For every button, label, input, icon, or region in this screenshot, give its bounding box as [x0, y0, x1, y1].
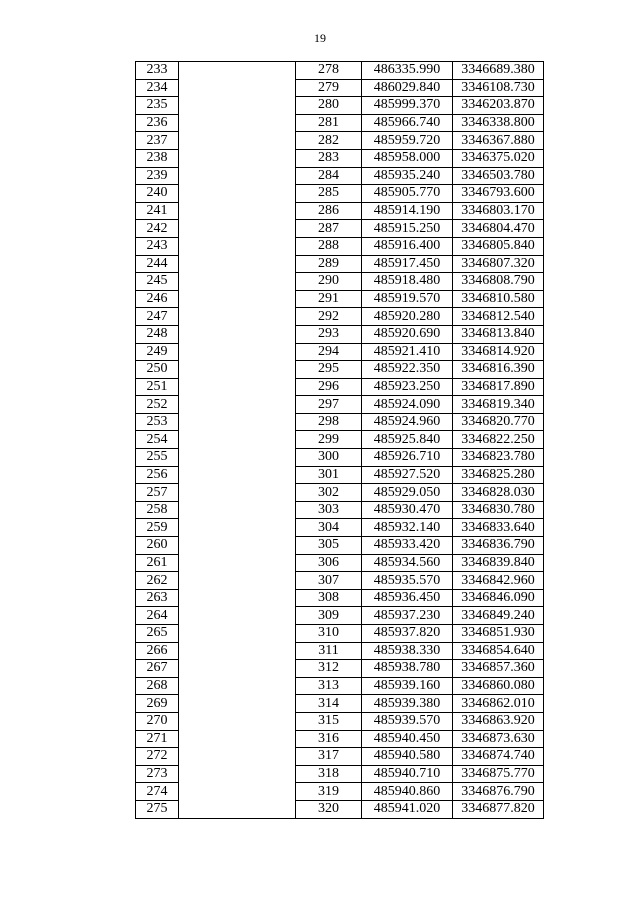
y-coordinate-cell: 3346862.010 — [453, 695, 544, 713]
blank-cell — [179, 361, 296, 379]
row-index-cell: 238 — [136, 149, 179, 167]
row-index-cell: 271 — [136, 730, 179, 748]
row-index-cell: 263 — [136, 589, 179, 607]
row-index-cell: 272 — [136, 748, 179, 766]
blank-cell — [179, 800, 296, 818]
blank-cell — [179, 765, 296, 783]
point-number-cell: 296 — [296, 378, 362, 396]
y-coordinate-cell: 3346849.240 — [453, 607, 544, 625]
row-index-cell: 258 — [136, 501, 179, 519]
point-number-cell: 284 — [296, 167, 362, 185]
y-coordinate-cell: 3346805.840 — [453, 237, 544, 255]
y-coordinate-cell: 3346812.540 — [453, 308, 544, 326]
y-coordinate-cell: 3346108.730 — [453, 79, 544, 97]
row-index-cell: 273 — [136, 765, 179, 783]
y-coordinate-cell: 3346822.250 — [453, 431, 544, 449]
y-coordinate-cell: 3346820.770 — [453, 413, 544, 431]
x-coordinate-cell: 485940.450 — [362, 730, 453, 748]
x-coordinate-cell: 485932.140 — [362, 519, 453, 537]
x-coordinate-cell: 485920.280 — [362, 308, 453, 326]
blank-cell — [179, 589, 296, 607]
row-index-cell: 246 — [136, 290, 179, 308]
blank-cell — [179, 431, 296, 449]
point-number-cell: 311 — [296, 642, 362, 660]
y-coordinate-cell: 3346825.280 — [453, 466, 544, 484]
x-coordinate-cell: 485922.350 — [362, 361, 453, 379]
x-coordinate-cell: 485936.450 — [362, 589, 453, 607]
y-coordinate-cell: 3346875.770 — [453, 765, 544, 783]
table-row — [136, 572, 544, 590]
table-row — [136, 712, 544, 730]
blank-cell — [179, 695, 296, 713]
x-coordinate-cell: 485924.960 — [362, 413, 453, 431]
x-coordinate-cell: 485958.000 — [362, 149, 453, 167]
table-row — [136, 202, 544, 220]
x-coordinate-cell: 485999.370 — [362, 97, 453, 115]
point-number-cell: 319 — [296, 783, 362, 801]
row-index-cell: 253 — [136, 413, 179, 431]
point-number-cell: 295 — [296, 361, 362, 379]
blank-cell — [179, 625, 296, 643]
point-number-cell: 312 — [296, 660, 362, 678]
blank-cell — [179, 607, 296, 625]
point-number-cell: 305 — [296, 537, 362, 555]
row-index-cell: 249 — [136, 343, 179, 361]
point-number-cell: 306 — [296, 554, 362, 572]
table-row — [136, 132, 544, 150]
y-coordinate-cell: 3346823.780 — [453, 449, 544, 467]
table-row — [136, 501, 544, 519]
x-coordinate-cell: 485938.330 — [362, 642, 453, 660]
row-index-cell: 256 — [136, 466, 179, 484]
table-row — [136, 783, 544, 801]
x-coordinate-cell: 485917.450 — [362, 255, 453, 273]
point-number-cell: 293 — [296, 325, 362, 343]
y-coordinate-cell: 3346367.880 — [453, 132, 544, 150]
row-index-cell: 275 — [136, 800, 179, 818]
x-coordinate-cell: 485935.240 — [362, 167, 453, 185]
x-coordinate-cell: 485919.570 — [362, 290, 453, 308]
table-row — [136, 220, 544, 238]
x-coordinate-cell: 485921.410 — [362, 343, 453, 361]
y-coordinate-cell: 3346846.090 — [453, 589, 544, 607]
x-coordinate-cell: 485940.710 — [362, 765, 453, 783]
y-coordinate-cell: 3346833.640 — [453, 519, 544, 537]
row-index-cell: 265 — [136, 625, 179, 643]
blank-cell — [179, 290, 296, 308]
x-coordinate-cell: 485929.050 — [362, 484, 453, 502]
blank-cell — [179, 484, 296, 502]
point-number-cell: 288 — [296, 237, 362, 255]
row-index-cell: 244 — [136, 255, 179, 273]
point-number-cell: 299 — [296, 431, 362, 449]
point-number-cell: 316 — [296, 730, 362, 748]
row-index-cell: 237 — [136, 132, 179, 150]
blank-cell — [179, 132, 296, 150]
x-coordinate-cell: 485940.580 — [362, 748, 453, 766]
table-row — [136, 748, 544, 766]
row-index-cell: 234 — [136, 79, 179, 97]
table-row — [136, 484, 544, 502]
table-row — [136, 660, 544, 678]
row-index-cell: 266 — [136, 642, 179, 660]
row-index-cell: 236 — [136, 114, 179, 132]
point-number-cell: 290 — [296, 273, 362, 291]
y-coordinate-cell: 3346793.600 — [453, 185, 544, 203]
row-index-cell: 274 — [136, 783, 179, 801]
point-number-cell: 282 — [296, 132, 362, 150]
point-number-cell: 307 — [296, 572, 362, 590]
x-coordinate-cell: 485939.380 — [362, 695, 453, 713]
x-coordinate-cell: 485924.090 — [362, 396, 453, 414]
y-coordinate-cell: 3346338.800 — [453, 114, 544, 132]
row-index-cell: 248 — [136, 325, 179, 343]
blank-cell — [179, 378, 296, 396]
blank-cell — [179, 325, 296, 343]
blank-cell — [179, 255, 296, 273]
table-row — [136, 695, 544, 713]
row-index-cell: 267 — [136, 660, 179, 678]
blank-cell — [179, 730, 296, 748]
coordinates-table-body — [136, 62, 544, 819]
table-row — [136, 625, 544, 643]
row-index-cell: 241 — [136, 202, 179, 220]
row-index-cell: 240 — [136, 185, 179, 203]
table-row — [136, 800, 544, 818]
blank-cell — [179, 519, 296, 537]
x-coordinate-cell: 485914.190 — [362, 202, 453, 220]
point-number-cell: 304 — [296, 519, 362, 537]
row-index-cell: 235 — [136, 97, 179, 115]
blank-cell — [179, 79, 296, 97]
table-row — [136, 396, 544, 414]
blank-cell — [179, 554, 296, 572]
blank-cell — [179, 642, 296, 660]
blank-cell — [179, 185, 296, 203]
row-index-cell: 261 — [136, 554, 179, 572]
table-row — [136, 114, 544, 132]
point-number-cell: 313 — [296, 677, 362, 695]
y-coordinate-cell: 3346816.390 — [453, 361, 544, 379]
y-coordinate-cell: 3346876.790 — [453, 783, 544, 801]
blank-cell — [179, 167, 296, 185]
table-row — [136, 765, 544, 783]
row-index-cell: 262 — [136, 572, 179, 590]
table-row — [136, 290, 544, 308]
row-index-cell: 259 — [136, 519, 179, 537]
row-index-cell: 268 — [136, 677, 179, 695]
table-row — [136, 607, 544, 625]
y-coordinate-cell: 3346503.780 — [453, 167, 544, 185]
table-row — [136, 97, 544, 115]
x-coordinate-cell: 485940.860 — [362, 783, 453, 801]
table-row — [136, 62, 544, 80]
y-coordinate-cell: 3346375.020 — [453, 149, 544, 167]
blank-cell — [179, 97, 296, 115]
blank-cell — [179, 660, 296, 678]
blank-cell — [179, 748, 296, 766]
point-number-cell: 279 — [296, 79, 362, 97]
y-coordinate-cell: 3346873.630 — [453, 730, 544, 748]
blank-cell — [179, 449, 296, 467]
y-coordinate-cell: 3346810.580 — [453, 290, 544, 308]
point-number-cell: 278 — [296, 62, 362, 80]
point-number-cell: 317 — [296, 748, 362, 766]
x-coordinate-cell: 485938.780 — [362, 660, 453, 678]
blank-cell — [179, 783, 296, 801]
point-number-cell: 297 — [296, 396, 362, 414]
table-row — [136, 79, 544, 97]
y-coordinate-cell: 3346877.820 — [453, 800, 544, 818]
table-row — [136, 519, 544, 537]
x-coordinate-cell: 485916.400 — [362, 237, 453, 255]
table-row — [136, 308, 544, 326]
row-index-cell: 250 — [136, 361, 179, 379]
row-index-cell: 260 — [136, 537, 179, 555]
point-number-cell: 315 — [296, 712, 362, 730]
point-number-cell: 320 — [296, 800, 362, 818]
y-coordinate-cell: 3346817.890 — [453, 378, 544, 396]
table-row — [136, 149, 544, 167]
blank-cell — [179, 220, 296, 238]
row-index-cell: 239 — [136, 167, 179, 185]
point-number-cell: 298 — [296, 413, 362, 431]
blank-cell — [179, 343, 296, 361]
y-coordinate-cell: 3346863.920 — [453, 712, 544, 730]
row-index-cell: 255 — [136, 449, 179, 467]
blank-cell — [179, 202, 296, 220]
x-coordinate-cell: 485905.770 — [362, 185, 453, 203]
blank-cell — [179, 413, 296, 431]
y-coordinate-cell: 3346803.170 — [453, 202, 544, 220]
x-coordinate-cell: 485939.570 — [362, 712, 453, 730]
x-coordinate-cell: 485939.160 — [362, 677, 453, 695]
point-number-cell: 283 — [296, 149, 362, 167]
point-number-cell: 318 — [296, 765, 362, 783]
y-coordinate-cell: 3346851.930 — [453, 625, 544, 643]
point-number-cell: 301 — [296, 466, 362, 484]
x-coordinate-cell: 485935.570 — [362, 572, 453, 590]
point-number-cell: 294 — [296, 343, 362, 361]
row-index-cell: 251 — [136, 378, 179, 396]
point-number-cell: 280 — [296, 97, 362, 115]
y-coordinate-cell: 3346814.920 — [453, 343, 544, 361]
table-row — [136, 237, 544, 255]
point-number-cell: 285 — [296, 185, 362, 203]
row-index-cell: 264 — [136, 607, 179, 625]
table-row — [136, 167, 544, 185]
blank-cell — [179, 677, 296, 695]
y-coordinate-cell: 3346819.340 — [453, 396, 544, 414]
y-coordinate-cell: 3346830.780 — [453, 501, 544, 519]
x-coordinate-cell: 486029.840 — [362, 79, 453, 97]
point-number-cell: 300 — [296, 449, 362, 467]
point-number-cell: 292 — [296, 308, 362, 326]
blank-cell — [179, 237, 296, 255]
table-row — [136, 413, 544, 431]
x-coordinate-cell: 485923.250 — [362, 378, 453, 396]
x-coordinate-cell: 485927.520 — [362, 466, 453, 484]
row-index-cell: 269 — [136, 695, 179, 713]
table-row — [136, 554, 544, 572]
point-number-cell: 286 — [296, 202, 362, 220]
blank-cell — [179, 114, 296, 132]
row-index-cell: 243 — [136, 237, 179, 255]
y-coordinate-cell: 3346860.080 — [453, 677, 544, 695]
table-row — [136, 589, 544, 607]
x-coordinate-cell: 485934.560 — [362, 554, 453, 572]
x-coordinate-cell: 485915.250 — [362, 220, 453, 238]
table-row — [136, 466, 544, 484]
row-index-cell: 257 — [136, 484, 179, 502]
x-coordinate-cell: 485941.020 — [362, 800, 453, 818]
y-coordinate-cell: 3346689.380 — [453, 62, 544, 80]
x-coordinate-cell: 485937.230 — [362, 607, 453, 625]
x-coordinate-cell: 485918.480 — [362, 273, 453, 291]
table-row — [136, 431, 544, 449]
y-coordinate-cell: 3346808.790 — [453, 273, 544, 291]
table-row — [136, 255, 544, 273]
point-number-cell: 303 — [296, 501, 362, 519]
y-coordinate-cell: 3346842.960 — [453, 572, 544, 590]
blank-cell — [179, 396, 296, 414]
page-number: 19 — [314, 31, 326, 45]
blank-cell — [179, 501, 296, 519]
x-coordinate-cell: 485959.720 — [362, 132, 453, 150]
y-coordinate-cell: 3346839.840 — [453, 554, 544, 572]
y-coordinate-cell: 3346203.870 — [453, 97, 544, 115]
y-coordinate-cell: 3346807.320 — [453, 255, 544, 273]
blank-cell — [179, 537, 296, 555]
point-number-cell: 308 — [296, 589, 362, 607]
coordinates-table — [135, 61, 544, 819]
blank-cell — [179, 62, 296, 80]
row-index-cell: 247 — [136, 308, 179, 326]
table-row — [136, 537, 544, 555]
blank-cell — [179, 308, 296, 326]
y-coordinate-cell: 3346836.790 — [453, 537, 544, 555]
point-number-cell: 310 — [296, 625, 362, 643]
y-coordinate-cell: 3346854.640 — [453, 642, 544, 660]
x-coordinate-cell: 485926.710 — [362, 449, 453, 467]
blank-cell — [179, 149, 296, 167]
point-number-cell: 287 — [296, 220, 362, 238]
table-row — [136, 730, 544, 748]
y-coordinate-cell: 3346874.740 — [453, 748, 544, 766]
table-row — [136, 642, 544, 660]
x-coordinate-cell: 485920.690 — [362, 325, 453, 343]
table-row — [136, 273, 544, 291]
y-coordinate-cell: 3346828.030 — [453, 484, 544, 502]
x-coordinate-cell: 486335.990 — [362, 62, 453, 80]
x-coordinate-cell: 485930.470 — [362, 501, 453, 519]
point-number-cell: 309 — [296, 607, 362, 625]
x-coordinate-cell: 485925.840 — [362, 431, 453, 449]
blank-cell — [179, 273, 296, 291]
row-index-cell: 254 — [136, 431, 179, 449]
point-number-cell: 289 — [296, 255, 362, 273]
blank-cell — [179, 712, 296, 730]
row-index-cell: 252 — [136, 396, 179, 414]
table-row — [136, 325, 544, 343]
table-row — [136, 677, 544, 695]
blank-cell — [179, 466, 296, 484]
point-number-cell: 302 — [296, 484, 362, 502]
point-number-cell: 291 — [296, 290, 362, 308]
table-row — [136, 343, 544, 361]
y-coordinate-cell: 3346804.470 — [453, 220, 544, 238]
x-coordinate-cell: 485966.740 — [362, 114, 453, 132]
table-row — [136, 361, 544, 379]
row-index-cell: 245 — [136, 273, 179, 291]
table-row — [136, 449, 544, 467]
point-number-cell: 281 — [296, 114, 362, 132]
x-coordinate-cell: 485937.820 — [362, 625, 453, 643]
row-index-cell: 233 — [136, 62, 179, 80]
x-coordinate-cell: 485933.420 — [362, 537, 453, 555]
table-row — [136, 378, 544, 396]
point-number-cell: 314 — [296, 695, 362, 713]
y-coordinate-cell: 3346813.840 — [453, 325, 544, 343]
row-index-cell: 242 — [136, 220, 179, 238]
table-row — [136, 185, 544, 203]
blank-cell — [179, 572, 296, 590]
y-coordinate-cell: 3346857.360 — [453, 660, 544, 678]
row-index-cell: 270 — [136, 712, 179, 730]
